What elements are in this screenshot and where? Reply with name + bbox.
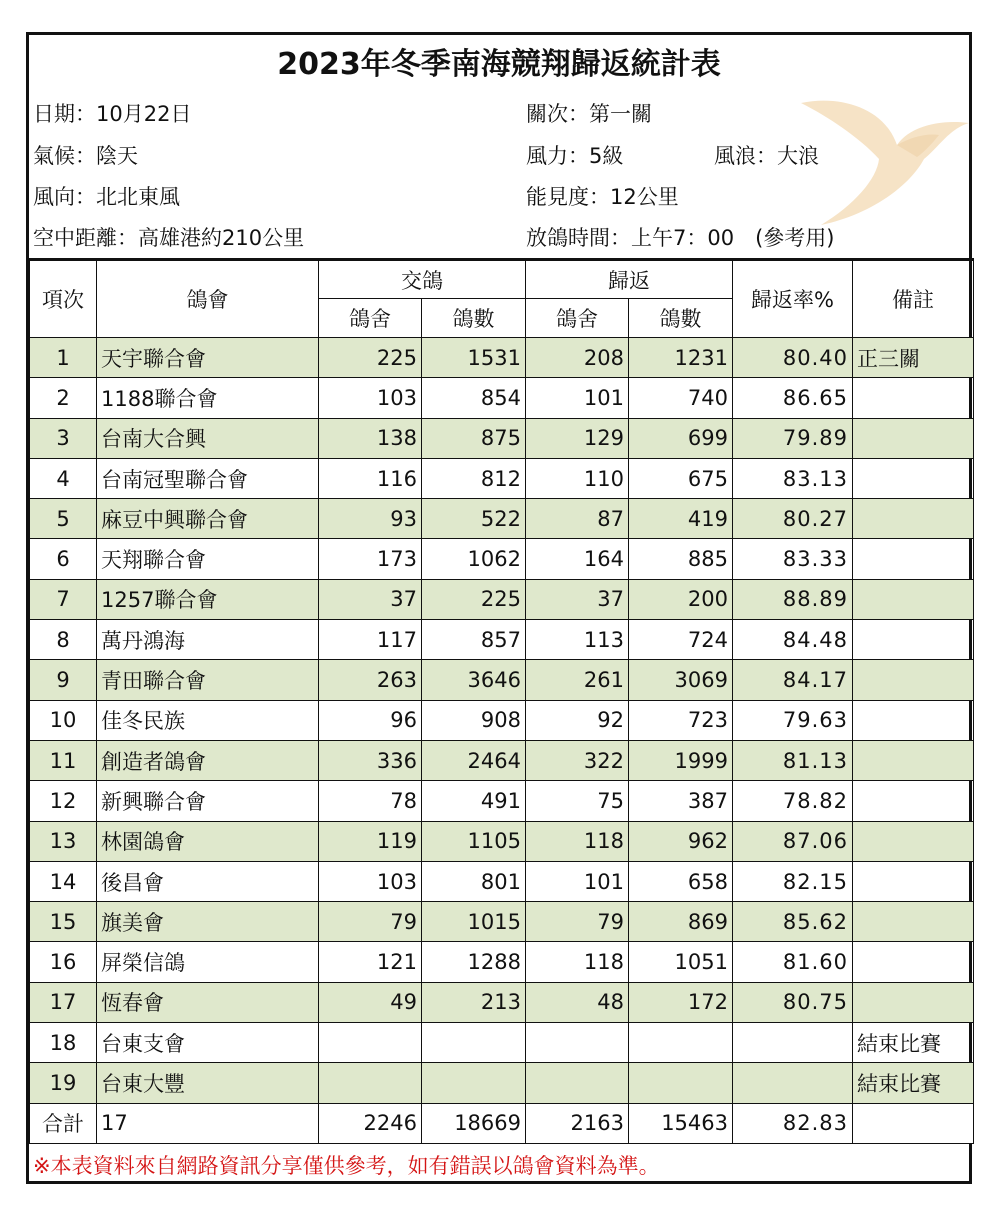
stats-sheet	[26, 32, 972, 1184]
delivered-birds-cell: 908	[422, 700, 526, 740]
note-cell	[853, 660, 974, 700]
table-row	[30, 418, 974, 458]
returned-birds-cell: 200	[629, 579, 733, 619]
note-cell: 結束比賽	[853, 1063, 974, 1103]
returned-birds-cell: 962	[629, 821, 733, 861]
table-body	[30, 338, 974, 1144]
returned-birds-cell: 172	[629, 982, 733, 1022]
delivered-birds-cell: 875	[422, 418, 526, 458]
delivered-lofts-cell: 116	[319, 458, 422, 498]
club-name-cell: 麻豆中興聯合會	[97, 499, 319, 539]
row-index-cell: 7	[30, 579, 97, 619]
table-row	[30, 700, 974, 740]
delivered-lofts-cell: 225	[319, 338, 422, 378]
club-name-cell: 萬丹鴻海	[97, 620, 319, 660]
note-cell	[853, 821, 974, 861]
club-name-cell: 台南大合興	[97, 418, 319, 458]
row-index-cell: 13	[30, 821, 97, 861]
row-index-cell: 14	[30, 861, 97, 901]
note-cell: 結束比賽	[853, 1023, 974, 1063]
club-name-cell: 1188聯合會	[97, 378, 319, 418]
return-rate-cell: 87.06	[733, 821, 853, 861]
delivered-birds-cell: 1288	[422, 942, 526, 982]
returned-lofts-cell: 101	[526, 378, 629, 418]
returned-birds-cell: 3069	[629, 660, 733, 700]
table-row	[30, 982, 974, 1022]
club-name-cell: 台東支會	[97, 1023, 319, 1063]
info-distance: 空中距離：高雄港約210公里	[33, 226, 305, 250]
return-rate-cell: 88.89	[733, 579, 853, 619]
delivered-lofts-cell: 78	[319, 781, 422, 821]
delivered-lofts-cell: 263	[319, 660, 422, 700]
delivered-birds-cell: 801	[422, 861, 526, 901]
header-delivered: 交鴿	[319, 260, 526, 299]
returned-lofts-cell	[526, 1023, 629, 1063]
header-delivered-lofts: 鴿舍	[319, 299, 422, 338]
return-rate-cell: 81.13	[733, 740, 853, 780]
table-row	[30, 660, 974, 700]
delivered-lofts-cell: 138	[319, 418, 422, 458]
note-cell	[853, 620, 974, 660]
note-cell	[853, 902, 974, 942]
delivered-lofts-cell: 103	[319, 378, 422, 418]
returned-lofts-cell: 113	[526, 620, 629, 660]
total-row-index-cell: 合計	[30, 1103, 97, 1143]
returned-birds-cell: 869	[629, 902, 733, 942]
row-index-cell: 11	[30, 740, 97, 780]
club-name-cell: 恆春會	[97, 982, 319, 1022]
total-delivered-birds-cell: 18669	[422, 1103, 526, 1143]
note-cell	[853, 458, 974, 498]
returned-birds-cell: 885	[629, 539, 733, 579]
returned-birds-cell: 419	[629, 499, 733, 539]
footnote: ※本表資料來自網路資訊分享僅供參考，如有錯誤以鴿會資料為準。	[33, 1154, 660, 1178]
row-index-cell: 10	[30, 700, 97, 740]
row-index-cell: 12	[30, 781, 97, 821]
club-name-cell: 創造者鴿會	[97, 740, 319, 780]
return-rate-cell: 79.63	[733, 700, 853, 740]
note-cell	[853, 499, 974, 539]
row-index-cell: 1	[30, 338, 97, 378]
delivered-birds-cell: 1531	[422, 338, 526, 378]
returned-lofts-cell: 164	[526, 539, 629, 579]
club-name-cell: 佳冬民族	[97, 700, 319, 740]
row-index-cell: 8	[30, 620, 97, 660]
return-rate-cell: 86.65	[733, 378, 853, 418]
returned-birds-cell	[629, 1063, 733, 1103]
club-name-cell: 後昌會	[97, 861, 319, 901]
club-name-cell: 天宇聯合會	[97, 338, 319, 378]
returned-birds-cell: 1999	[629, 740, 733, 780]
row-index-cell: 17	[30, 982, 97, 1022]
return-rate-cell: 83.13	[733, 458, 853, 498]
returned-lofts-cell: 208	[526, 338, 629, 378]
note-cell	[853, 942, 974, 982]
header-index: 項次	[30, 260, 97, 338]
note-cell	[853, 982, 974, 1022]
club-name-cell: 天翔聯合會	[97, 539, 319, 579]
header-club: 鴿會	[97, 260, 319, 338]
table-row	[30, 338, 974, 378]
row-index-cell: 5	[30, 499, 97, 539]
note-cell	[853, 861, 974, 901]
delivered-birds-cell	[422, 1023, 526, 1063]
info-weather: 氣候：陰天	[33, 144, 138, 168]
note-cell	[853, 378, 974, 418]
returned-birds-cell: 723	[629, 700, 733, 740]
info-stage: 關次：第一關	[526, 102, 652, 126]
returned-birds-cell	[629, 1023, 733, 1063]
returned-lofts-cell: 129	[526, 418, 629, 458]
returned-lofts-cell: 110	[526, 458, 629, 498]
club-name-cell: 旗美會	[97, 902, 319, 942]
delivered-birds-cell: 213	[422, 982, 526, 1022]
delivered-birds-cell: 812	[422, 458, 526, 498]
delivered-birds-cell: 857	[422, 620, 526, 660]
returned-lofts-cell: 101	[526, 861, 629, 901]
returned-lofts-cell: 322	[526, 740, 629, 780]
row-index-cell: 6	[30, 539, 97, 579]
delivered-lofts-cell	[319, 1023, 422, 1063]
club-name-cell: 林園鴿會	[97, 821, 319, 861]
return-rate-cell: 78.82	[733, 781, 853, 821]
dove-watermark-icon	[799, 97, 974, 232]
delivered-birds-cell: 491	[422, 781, 526, 821]
header-return-rate: 歸返率%	[733, 260, 853, 338]
note-cell	[853, 579, 974, 619]
header-delivered-birds: 鴿數	[422, 299, 526, 338]
table-row	[30, 902, 974, 942]
returned-birds-cell: 1051	[629, 942, 733, 982]
club-name-cell: 台東大豐	[97, 1063, 319, 1103]
returned-birds-cell: 675	[629, 458, 733, 498]
table-row	[30, 499, 974, 539]
table-row	[30, 942, 974, 982]
row-index-cell: 3	[30, 418, 97, 458]
returned-birds-cell: 724	[629, 620, 733, 660]
table-row	[30, 1063, 974, 1103]
header-returned: 歸返	[526, 260, 733, 299]
info-waves: 風浪：大浪	[714, 144, 819, 168]
returned-lofts-cell: 37	[526, 579, 629, 619]
returned-birds-cell: 658	[629, 861, 733, 901]
delivered-birds-cell: 3646	[422, 660, 526, 700]
info-wind-force: 風力：5級	[526, 144, 624, 168]
return-rate-cell: 82.15	[733, 861, 853, 901]
delivered-birds-cell: 522	[422, 499, 526, 539]
info-visibility: 能見度：12公里	[526, 185, 679, 209]
total-returned-lofts-cell: 2163	[526, 1103, 629, 1143]
delivered-lofts-cell: 173	[319, 539, 422, 579]
row-index-cell: 19	[30, 1063, 97, 1103]
return-rate-cell	[733, 1023, 853, 1063]
info-date: 日期：10月22日	[33, 102, 192, 126]
note-cell	[853, 418, 974, 458]
returned-birds-cell: 740	[629, 378, 733, 418]
row-index-cell: 4	[30, 458, 97, 498]
table-row	[30, 740, 974, 780]
club-name-cell: 新興聯合會	[97, 781, 319, 821]
table-row	[30, 1023, 974, 1063]
row-index-cell: 9	[30, 660, 97, 700]
club-name-cell: 台南冠聖聯合會	[97, 458, 319, 498]
delivered-lofts-cell: 121	[319, 942, 422, 982]
returned-lofts-cell: 118	[526, 942, 629, 982]
returned-lofts-cell: 87	[526, 499, 629, 539]
delivered-birds-cell: 2464	[422, 740, 526, 780]
table-row	[30, 861, 974, 901]
club-name-cell: 青田聯合會	[97, 660, 319, 700]
returned-lofts-cell: 75	[526, 781, 629, 821]
return-rate-cell: 80.40	[733, 338, 853, 378]
return-rate-cell: 84.17	[733, 660, 853, 700]
table-row	[30, 821, 974, 861]
note-cell	[853, 700, 974, 740]
note-cell	[853, 740, 974, 780]
page-title: 2023年冬季南海競翔歸返統計表	[277, 47, 721, 82]
delivered-lofts-cell: 103	[319, 861, 422, 901]
delivered-lofts-cell: 117	[319, 620, 422, 660]
delivered-birds-cell: 854	[422, 378, 526, 418]
delivered-birds-cell: 1015	[422, 902, 526, 942]
note-cell	[853, 781, 974, 821]
return-rate-cell: 84.48	[733, 620, 853, 660]
delivered-lofts-cell	[319, 1063, 422, 1103]
table-row	[30, 378, 974, 418]
row-index-cell: 2	[30, 378, 97, 418]
note-cell: 正三關	[853, 338, 974, 378]
return-rate-cell	[733, 1063, 853, 1103]
note-cell	[853, 539, 974, 579]
total-club-name-cell: 17	[97, 1103, 319, 1143]
delivered-lofts-cell: 93	[319, 499, 422, 539]
return-rate-cell: 80.75	[733, 982, 853, 1022]
table-row	[30, 781, 974, 821]
total-returned-birds-cell: 15463	[629, 1103, 733, 1143]
return-rate-cell: 85.62	[733, 902, 853, 942]
return-rate-cell: 83.33	[733, 539, 853, 579]
delivered-lofts-cell: 37	[319, 579, 422, 619]
header-returned-lofts: 鴿舍	[526, 299, 629, 338]
returned-lofts-cell: 92	[526, 700, 629, 740]
info-release-time: 放鴿時間：上午7：00 (參考用)	[526, 226, 835, 250]
delivered-lofts-cell: 79	[319, 902, 422, 942]
delivered-lofts-cell: 49	[319, 982, 422, 1022]
returned-lofts-cell: 261	[526, 660, 629, 700]
returned-lofts-cell: 79	[526, 902, 629, 942]
row-index-cell: 15	[30, 902, 97, 942]
total-return-rate-cell: 82.83	[733, 1103, 853, 1143]
header-returned-birds: 鴿數	[629, 299, 733, 338]
returned-lofts-cell	[526, 1063, 629, 1103]
returned-birds-cell: 387	[629, 781, 733, 821]
row-index-cell: 18	[30, 1023, 97, 1063]
table-row	[30, 620, 974, 660]
returned-lofts-cell: 118	[526, 821, 629, 861]
returned-lofts-cell: 48	[526, 982, 629, 1022]
total-delivered-lofts-cell: 2246	[319, 1103, 422, 1143]
club-name-cell: 1257聯合會	[97, 579, 319, 619]
table-row	[30, 579, 974, 619]
table-row	[30, 539, 974, 579]
row-index-cell: 16	[30, 942, 97, 982]
club-name-cell: 屏榮信鴿	[97, 942, 319, 982]
delivered-birds-cell: 225	[422, 579, 526, 619]
delivered-birds-cell: 1062	[422, 539, 526, 579]
total-row	[30, 1103, 974, 1143]
return-rate-cell: 79.89	[733, 418, 853, 458]
total-note-cell	[853, 1103, 974, 1143]
returned-birds-cell: 1231	[629, 338, 733, 378]
returned-birds-cell: 699	[629, 418, 733, 458]
table-row	[30, 458, 974, 498]
delivered-birds-cell: 1105	[422, 821, 526, 861]
results-table	[29, 258, 974, 1144]
delivered-lofts-cell: 119	[319, 821, 422, 861]
return-rate-cell: 81.60	[733, 942, 853, 982]
header-note: 備註	[853, 260, 974, 338]
return-rate-cell: 80.27	[733, 499, 853, 539]
delivered-lofts-cell: 336	[319, 740, 422, 780]
delivered-lofts-cell: 96	[319, 700, 422, 740]
info-wind-direction: 風向：北北東風	[33, 185, 180, 209]
delivered-birds-cell	[422, 1063, 526, 1103]
